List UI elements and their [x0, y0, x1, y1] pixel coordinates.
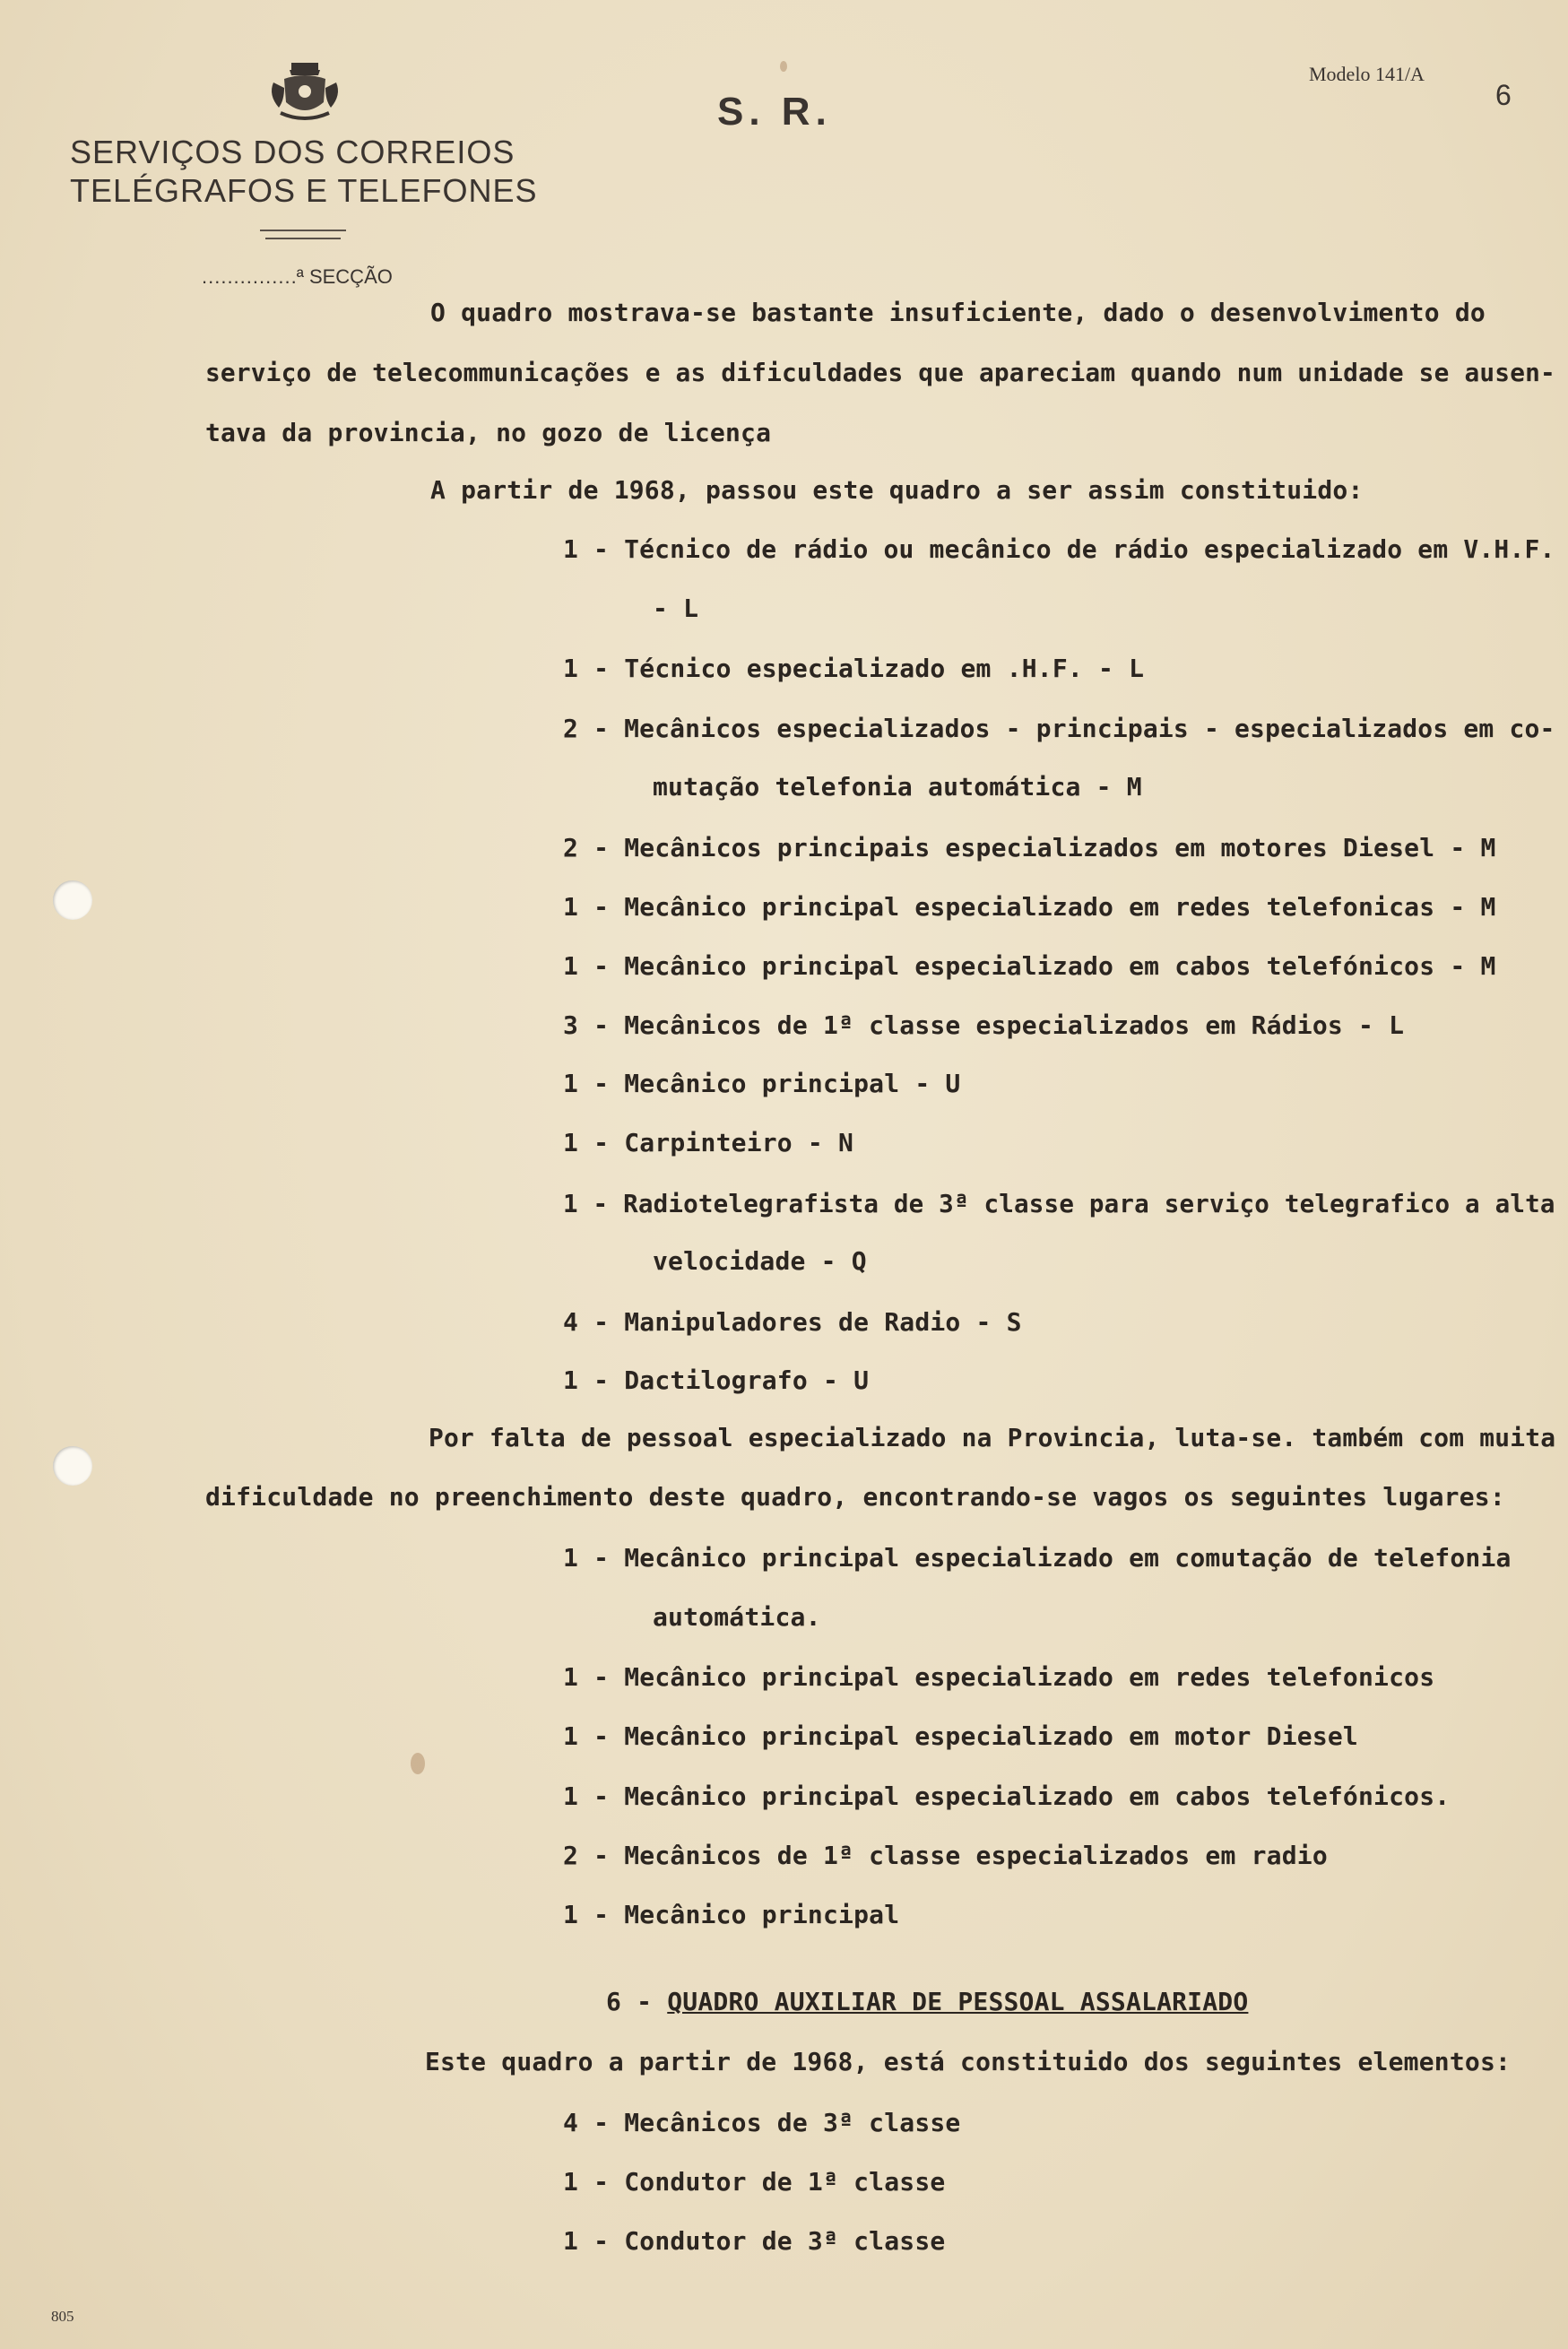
- list-item: 1 - Mecânico principal especializado em cabos telefónicos.: [563, 1781, 1451, 1811]
- organization-name: [70, 133, 537, 210]
- section-heading-title: QUADRO AUXILIAR DE PESSOAL ASSALARIADO: [667, 1987, 1249, 2016]
- coat-of-arms-icon: [264, 56, 345, 127]
- footer-code: 805: [51, 2308, 74, 2325]
- punch-hole: [53, 1446, 92, 1486]
- list-item: 1 - Mecânico principal - U: [563, 1069, 961, 1098]
- list-item: 1 - Mecânico principal especializado em comutação de telefonia: [563, 1543, 1512, 1573]
- paper-stain: [780, 61, 787, 72]
- section-label: .ª SECÇÃO: [290, 265, 393, 288]
- list-item: 1 - Mecânico principal especializado em redes telefonicos: [563, 1662, 1435, 1692]
- list-item: 3 - Mecânicos de 1ª classe especializados em Rádios - L: [563, 1010, 1405, 1040]
- list-item: 1 - Mecânico principal: [563, 1900, 900, 1929]
- header-divider: [265, 238, 341, 239]
- list-item: 1 - Mecânico principal especializado em redes telefonicas - M: [563, 892, 1496, 922]
- paper-stain: [411, 1753, 425, 1774]
- list-item: 4 - Manipuladores de Radio - S: [563, 1307, 1022, 1337]
- list-item: 1 - Radiotelegrafista de 3ª classe para serviço telegrafico a alta: [563, 1189, 1555, 1218]
- list-item-continuation: mutação telefonia automática - M: [653, 772, 1142, 802]
- section-heading-number: 6 -: [606, 1987, 668, 2016]
- list-item: 1 - Dactilografo - U: [563, 1365, 870, 1395]
- list-item: 1 - Carpinteiro - N: [563, 1128, 854, 1157]
- paragraph-line: A partir de 1968, passou este quadro a ser assim constituido:: [430, 475, 1364, 505]
- list-item-continuation: - L: [653, 594, 699, 623]
- section-field: [202, 265, 393, 289]
- list-item: 2 - Mecânicos principais especializados em motores Diesel - M: [563, 833, 1496, 862]
- list-item: 2 - Mecânicos especializados - principais - especializados em co-: [563, 714, 1555, 743]
- list-item: 1 - Condutor de 3ª classe: [563, 2226, 946, 2256]
- paragraph-line: O quadro mostrava-se bastante insuficiente, dado o desenvolvimento do: [430, 298, 1486, 327]
- sr-mark: S. R.: [717, 90, 832, 134]
- paragraph-line: Por falta de pessoal especializado na Provincia, luta-se. também com muita: [429, 1423, 1556, 1452]
- paragraph-line: Este quadro a partir de 1968, está constituido dos seguintes elementos:: [425, 2047, 1512, 2076]
- model-number: Modelo 141/A: [1309, 63, 1425, 85]
- section-heading: [606, 1987, 1248, 2016]
- header-divider: [260, 230, 346, 231]
- paragraph-line: tava da provincia, no gozo de licença: [205, 418, 772, 447]
- paragraph-line: serviço de telecommunicações e as dificuldades que apareciam quando num unidade se ausen-: [205, 358, 1555, 387]
- list-item: 4 - Mecânicos de 3ª classe: [563, 2108, 961, 2137]
- organization-line-1: SERVIÇOS DOS CORREIOS: [70, 134, 515, 170]
- list-item: 1 - Condutor de 1ª classe: [563, 2167, 946, 2197]
- list-item: 1 - Técnico de rádio ou mecânico de rádio especializado em V.H.F.: [563, 534, 1555, 564]
- organization-line-2: TELÉGRAFOS E TELEFONES: [70, 172, 538, 209]
- list-item: 1 - Mecânico principal especializado em motor Diesel: [563, 1721, 1358, 1751]
- paragraph-line: dificuldade no preenchimento deste quadro, encontrando-se vagos os seguintes lugares:: [205, 1482, 1505, 1512]
- page-number: 6: [1495, 79, 1512, 111]
- list-item-continuation: velocidade - Q: [653, 1246, 867, 1276]
- punch-hole: [53, 880, 92, 920]
- list-item-continuation: automática.: [653, 1602, 821, 1632]
- list-item: 2 - Mecânicos de 1ª classe especializados em radio: [563, 1841, 1328, 1870]
- list-item: 1 - Técnico especializado em .H.F. - L: [563, 654, 1145, 683]
- section-blank: ..............: [202, 265, 291, 288]
- list-item: 1 - Mecânico principal especializado em cabos telefónicos - M: [563, 951, 1496, 981]
